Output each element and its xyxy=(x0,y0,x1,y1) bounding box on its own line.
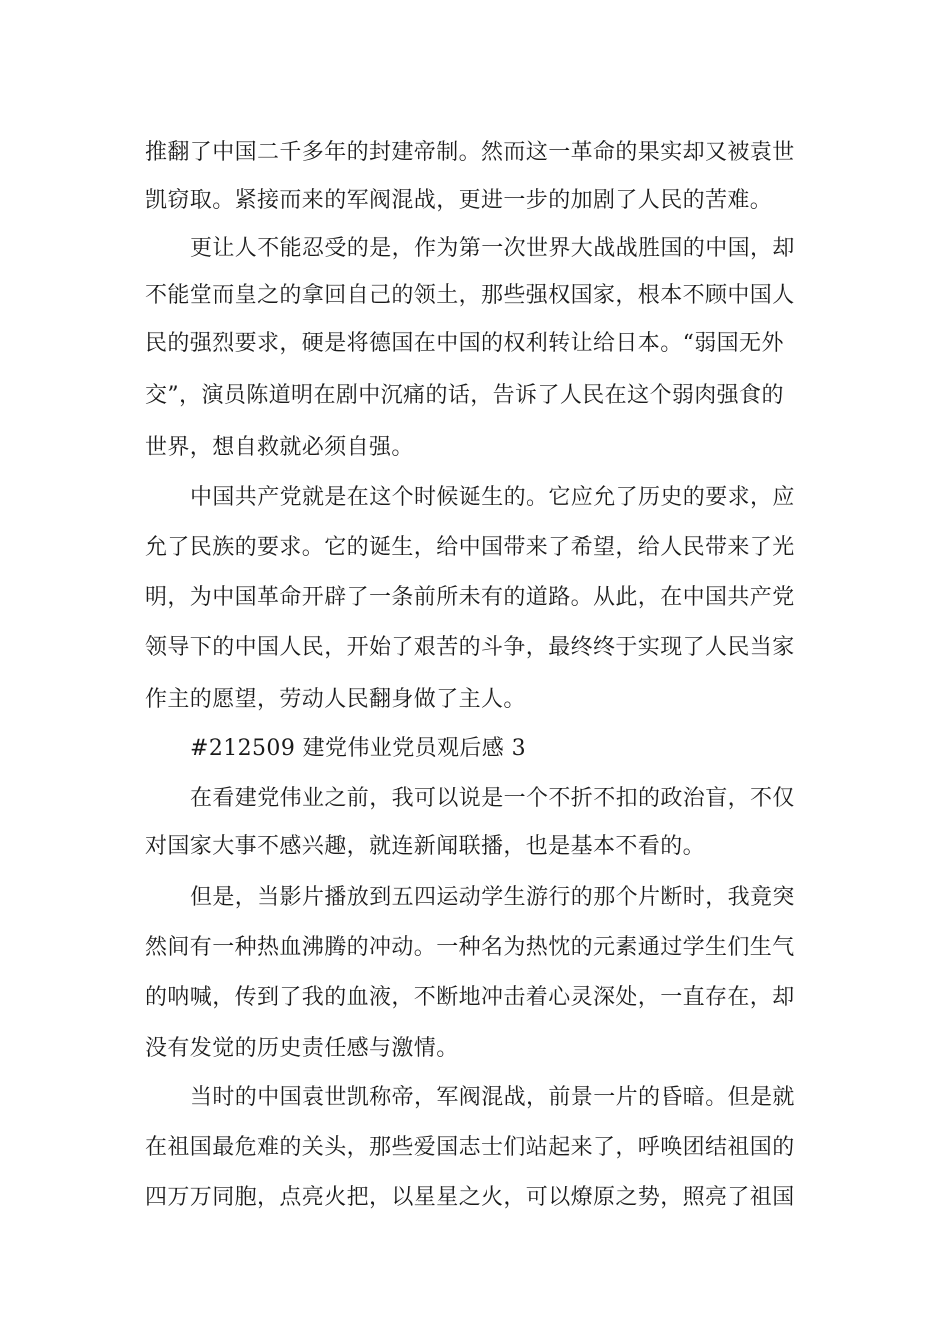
text-line-1: 推翻了中国二千多年的封建帝制。然而这一革命的果实却又被袁世 xyxy=(145,140,795,165)
text-line-18: 的呐喊，传到了我的血液，不断地冲击着心灵深处，一直存在，却 xyxy=(145,985,795,1010)
text-line-14: 在看建党伟业之前，我可以说是一个不折不扣的政治盲，不仅 xyxy=(190,786,795,811)
text-line-10: 明，为中国革命开辟了一条前所未有的道路。从此，在中国共产党 xyxy=(145,585,795,610)
text-line-16: 但是，当影片播放到五四运动学生游行的那个片断时，我竟突 xyxy=(190,885,795,910)
text-line-11: 领导下的中国人民，开始了艰苦的斗争，最终终于实现了人民当家 xyxy=(145,635,795,660)
section-heading: #212509 建党伟业党员观后感 3 xyxy=(190,736,526,761)
text-line-15: 对国家大事不感兴趣，就连新闻联播，也是基本不看的。 xyxy=(145,834,706,859)
text-line-17: 然间有一种热血沸腾的冲动。一种名为热忱的元素通过学生们生气 xyxy=(145,935,795,960)
text-line-20: 当时的中国袁世凯称帝，军阀混战，前景一片的昏暗。但是就 xyxy=(190,1085,795,1110)
text-line-21: 在祖国最危难的关头，那些爱国志士们站起来了，呼唤团结祖国的 xyxy=(145,1135,795,1160)
text-line-19: 没有发觉的历史责任感与激情。 xyxy=(145,1036,459,1061)
text-line-12: 作主的愿望，劳动人民翻身做了主人。 xyxy=(145,687,526,712)
text-line-3: 更让人不能忍受的是，作为第一次世界大战战胜国的中国，却 xyxy=(190,236,795,261)
text-line-5: 民的强烈要求，硬是将德国在中国的权利转让给日本。“弱国无外 xyxy=(145,331,784,356)
text-line-8: 中国共产党就是在这个时候诞生的。它应允了历史的要求，应 xyxy=(190,485,795,510)
text-line-9: 允了民族的要求。它的诞生，给中国带来了希望，给人民带来了光 xyxy=(145,535,795,560)
text-line-7: 世界，想自救就必须自强。 xyxy=(145,435,414,460)
text-line-22: 四万万同胞，点亮火把，以星星之火，可以燎原之势，照亮了祖国 xyxy=(145,1185,795,1210)
text-line-4: 不能堂而皇之的拿回自己的领土，那些强权国家，根本不顾中国人 xyxy=(145,283,795,308)
text-line-6: 交”，演员陈道明在剧中沉痛的话，告诉了人民在这个弱肉强食的 xyxy=(145,383,784,408)
text-line-2: 凯窃取。紧接而来的军阀混战，更进一步的加剧了人民的苦难。 xyxy=(145,188,773,213)
